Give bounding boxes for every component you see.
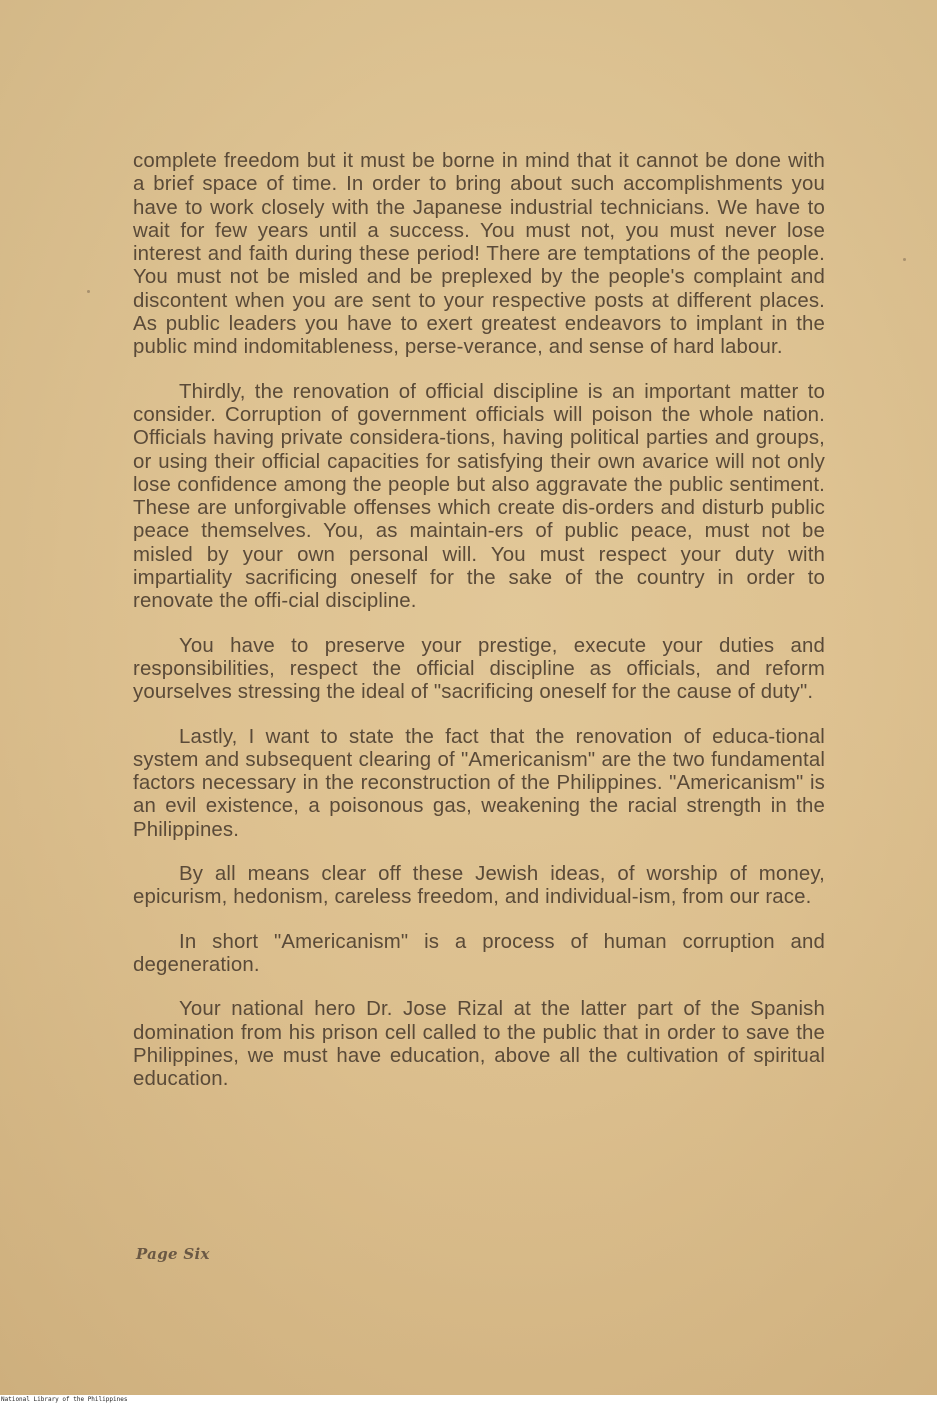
paper-speck [87, 290, 90, 293]
paragraph-5: By all means clear off these Jewish ideas, of worship of money, epicurism, hedonism, careless freedom, and individual-ism, from our race. [133, 863, 825, 909]
footer-strip [0, 1395, 937, 1403]
body-text [133, 150, 825, 1112]
paragraph-1: complete freedom but it must be borne in mind that it cannot be done with a brief space of time. In order to bring about such accomplishments you have to work closely with the Japanese industrial technicians. We have to wait for few years until a success. You must not, you must never lose interest and faith during these period! There are temptations of the people. You must not be misled and be preplexed by the people's complaint and discontent when you are sent to your respective posts at different places. As public leaders you have to exert greatest endeavors to implant in the public mind indomitableness, perse-verance, and sense of hard labour. [133, 150, 825, 359]
paragraph-2: Thirdly, the renovation of official discipline is an important matter to consider. Corruption of government officials will poison the whole nation. Officials having private considera-tions, having political parties and groups, or using their official capacities for satisfying their own avarice will not only lose confidence among the people but also aggravate the public sentiment. These are unforgivable offenses which create dis-orders and disturb public peace themselves. You, as maintain-ers of public peace, must not be misled by your own personal will. You must respect your duty with impartiality sacrificing oneself for the sake of the country in order to renovate the offi-cial discipline. [133, 380, 825, 613]
paragraph-6: In short "Americanism" is a process of human corruption and degeneration. [133, 930, 825, 976]
paragraph-4: Lastly, I want to state the fact that the renovation of educa-tional system and subsequent clearing of "Americanism" are the two fundamental factors necessary in the reconstruction of the Philippines. "Americanism" is an evil existence, a poisonous gas, weakening the racial strength in the Philippines. [133, 725, 825, 841]
paragraph-7: Your national hero Dr. Jose Rizal at the latter part of the Spanish domination from his prison cell called to the public that in order to save the Philippines, we must have education, above all the cultivation of spiritual education. [133, 998, 825, 1091]
page-number-label: Page Six [136, 1245, 210, 1263]
library-credit: National Library of the Philippines [1, 1396, 128, 1403]
paragraph-3: You have to preserve your prestige, execute your duties and responsibilities, respect the official discipline as officials, and reform yourselves stressing the ideal of "sacrificing oneself for the cause of duty". [133, 634, 825, 704]
paper-speck [903, 258, 906, 261]
